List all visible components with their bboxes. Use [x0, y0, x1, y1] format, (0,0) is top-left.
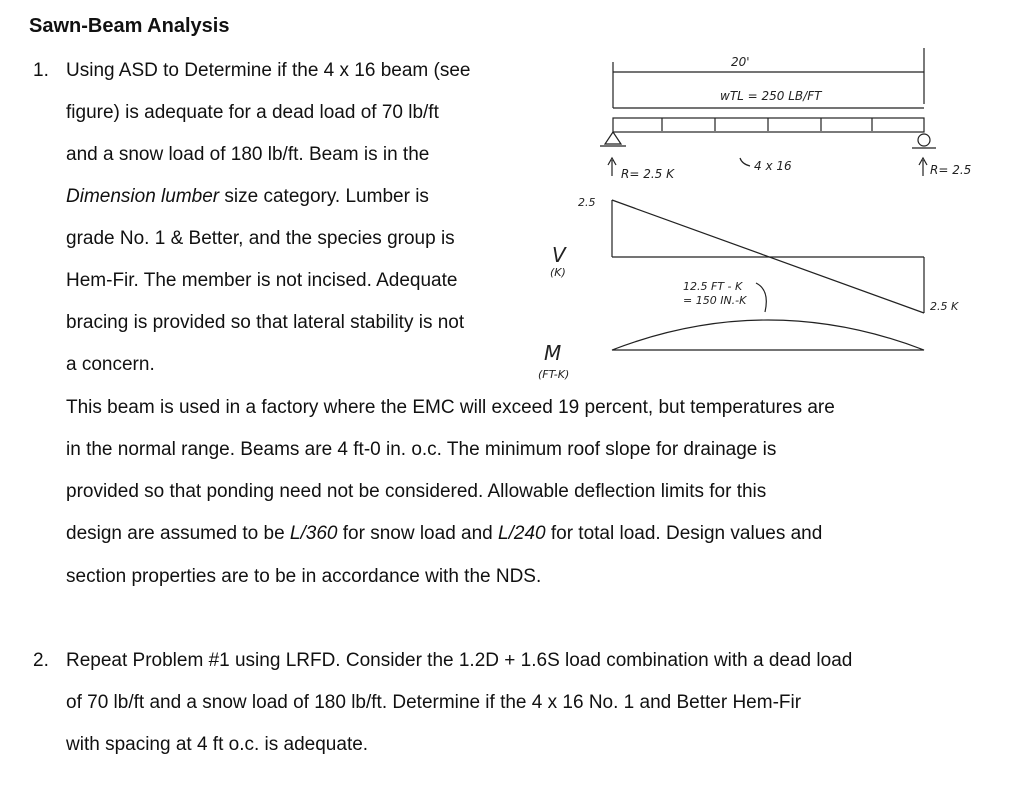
moment-curve [612, 320, 924, 350]
p2-line-1: Repeat Problem #1 using LRFD. Consider the 1.2D + 1.6S load combination with a dead load [66, 650, 853, 671]
moment-max-label-1: 12.5 FT - K [683, 280, 743, 293]
p1-line-4: Dimension lumber size category. Lumber is [66, 186, 429, 207]
p1-line-1: Using ASD to Determine if the 4 x 16 beam (see [66, 60, 471, 81]
p1-line-13: section properties are to be in accordance with the NDS. [66, 566, 542, 587]
shear-units: (K) [550, 266, 566, 279]
reaction-left-label: R= 2.5 K [621, 167, 674, 181]
p1-line-5: grade No. 1 & Better, and the species group is [66, 228, 455, 249]
problem-2-number: 2. [33, 650, 49, 671]
moment-max-label-2: = 150 IN.-K [683, 294, 747, 307]
p1-line-6: Hem-Fir. The member is not incised. Adequate [66, 270, 458, 291]
p1-line-8: a concern. [66, 354, 155, 375]
p1-line-2: figure) is adequate for a dead load of 70 lb/ft [66, 102, 439, 123]
shear-min-label: 2.5 K [930, 300, 959, 313]
p2-line-3: with spacing at 4 ft o.c. is adequate. [66, 734, 369, 755]
roller-support-right [918, 134, 930, 146]
moment-leader [756, 283, 766, 312]
moment-axis-label: M [544, 341, 562, 365]
dimension-lumber-italic: Dimension lumber [66, 186, 220, 207]
p1-line-7: bracing is provided so that lateral stability is not [66, 312, 465, 333]
p1-line-10: in the normal range. Beams are 4 ft-0 in. o.c. The minimum roof slope for drainage is [66, 439, 777, 460]
member-label: 4 x 16 [754, 159, 792, 173]
moment-units: (FT-K) [538, 368, 570, 381]
pin-support-left [605, 132, 621, 144]
p1-line-12: design are assumed to be L/360 for snow load and L/240 for total load. Design values and [66, 523, 823, 544]
page-title: Sawn-Beam Analysis [29, 15, 230, 37]
shear-max-label: 2.5 [578, 196, 596, 209]
shear-axis-label: V [552, 243, 566, 267]
problem-1-number: 1. [33, 60, 49, 81]
reaction-right-label: R= 2.5 [930, 163, 972, 177]
load-label: wTL = 250 LB/FT [720, 89, 822, 103]
span-label: 20' [731, 55, 750, 69]
p1-line-11: provided so that ponding need not be considered. Allowable deflection limits for this [66, 481, 767, 502]
p2-line-2: of 70 lb/ft and a snow load of 180 lb/ft. Determine if the 4 x 16 No. 1 and Better Hem-Fir [66, 692, 802, 713]
p1-line-3: and a snow load of 180 lb/ft. Beam is in the [66, 144, 430, 165]
p1-line-9: This beam is used in a factory where the EMC will exceed 19 percent, but temperatures are [66, 397, 835, 418]
